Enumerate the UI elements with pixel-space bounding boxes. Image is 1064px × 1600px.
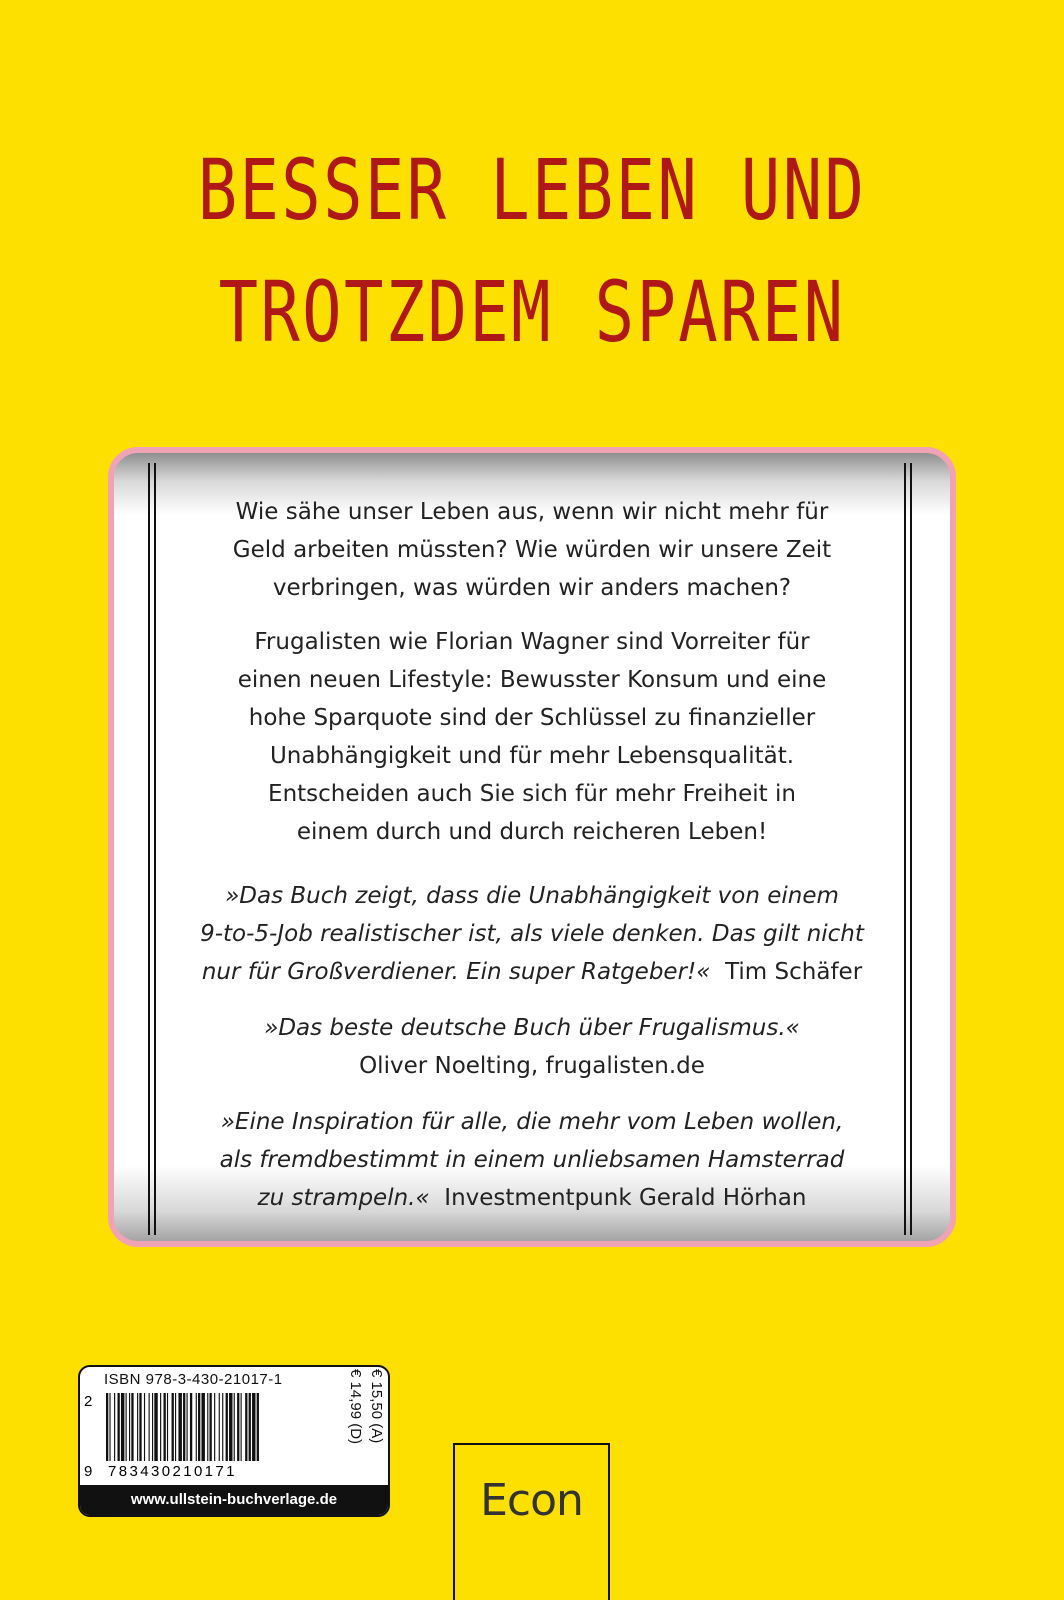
- price-austria: € 15,50 (A): [368, 1369, 385, 1444]
- publisher-name: Econ: [480, 1475, 583, 1526]
- headline-line-1: BESSER LEBEN UND: [197, 141, 867, 239]
- quote-text: nur für Großverdiener. Ein super Ratgeber!«: [201, 959, 711, 985]
- review-quote-1: [132, 877, 932, 991]
- price-germany: € 14,99 (D): [347, 1369, 364, 1445]
- blurb-paragraph-2: [140, 623, 924, 851]
- quote-line: [132, 1179, 932, 1217]
- quote-source: Investmentpunk Gerald Hörhan: [444, 1185, 807, 1211]
- headline-line-2: TROTZDEM SPAREN: [218, 263, 846, 361]
- quote-source: Oliver Noelting, frugalisten.de: [359, 1053, 705, 1079]
- blurb-line: Entscheiden auch Sie sich für mehr Freiheit in: [268, 781, 796, 807]
- blurb-line: Geld arbeiten müssten? Wie würden wir unsere Zeit: [232, 537, 832, 563]
- quote-line: [132, 953, 932, 991]
- barcode-label: [78, 1365, 390, 1517]
- blurb-line: einem durch und durch reicheren Leben!: [296, 819, 768, 845]
- blurb-line: Wie sähe unser Leben aus, wenn wir nicht mehr für: [235, 499, 829, 525]
- quote-line: »Das beste deutsche Buch über Frugalismus.«: [264, 1015, 800, 1041]
- quote-source: Tim Schäfer: [725, 959, 863, 985]
- blurb-line: hohe Sparquote sind der Schlüssel zu finanzieller: [248, 705, 816, 731]
- barcode-addon-digit: 2: [84, 1393, 93, 1410]
- isbn-text: ISBN 978-3-430-21017-1: [104, 1371, 283, 1388]
- publisher-logo: [453, 1443, 610, 1600]
- quote-line: »Das Buch zeigt, dass die Unabhängigkeit von einem: [225, 883, 839, 909]
- publisher-url: www.ullstein-buchverlage.de: [80, 1485, 388, 1515]
- quote-line: »Eine Inspiration für alle, die mehr vom Leben wollen,: [220, 1109, 844, 1135]
- review-quote-3: [132, 1103, 932, 1217]
- blurb-line: einen neuen Lifestyle: Bewusster Konsum und eine: [237, 667, 827, 693]
- quote-line: als fremdbestimmt in einem unliebsamen Hamsterrad: [219, 1147, 845, 1173]
- quote-text: zu strampeln.«: [257, 1185, 430, 1211]
- blurb-paragraph-1: [140, 493, 924, 607]
- blurb-line: Unabhängigkeit und für mehr Lebensqualität.: [269, 743, 795, 769]
- blurb-line: Frugalisten wie Florian Wagner sind Vorreiter für: [254, 629, 810, 655]
- quote-line: 9-to-5-Job realistischer ist, als viele denken. Das gilt nicht: [200, 921, 864, 947]
- blurb-line: verbringen, was würden wir anders machen?: [272, 575, 792, 601]
- barcode-left-digit: 9: [84, 1463, 94, 1480]
- barcode-digits: 783430210171: [108, 1463, 237, 1480]
- barcode-icon: [106, 1393, 356, 1461]
- review-quote-2: [140, 1009, 924, 1085]
